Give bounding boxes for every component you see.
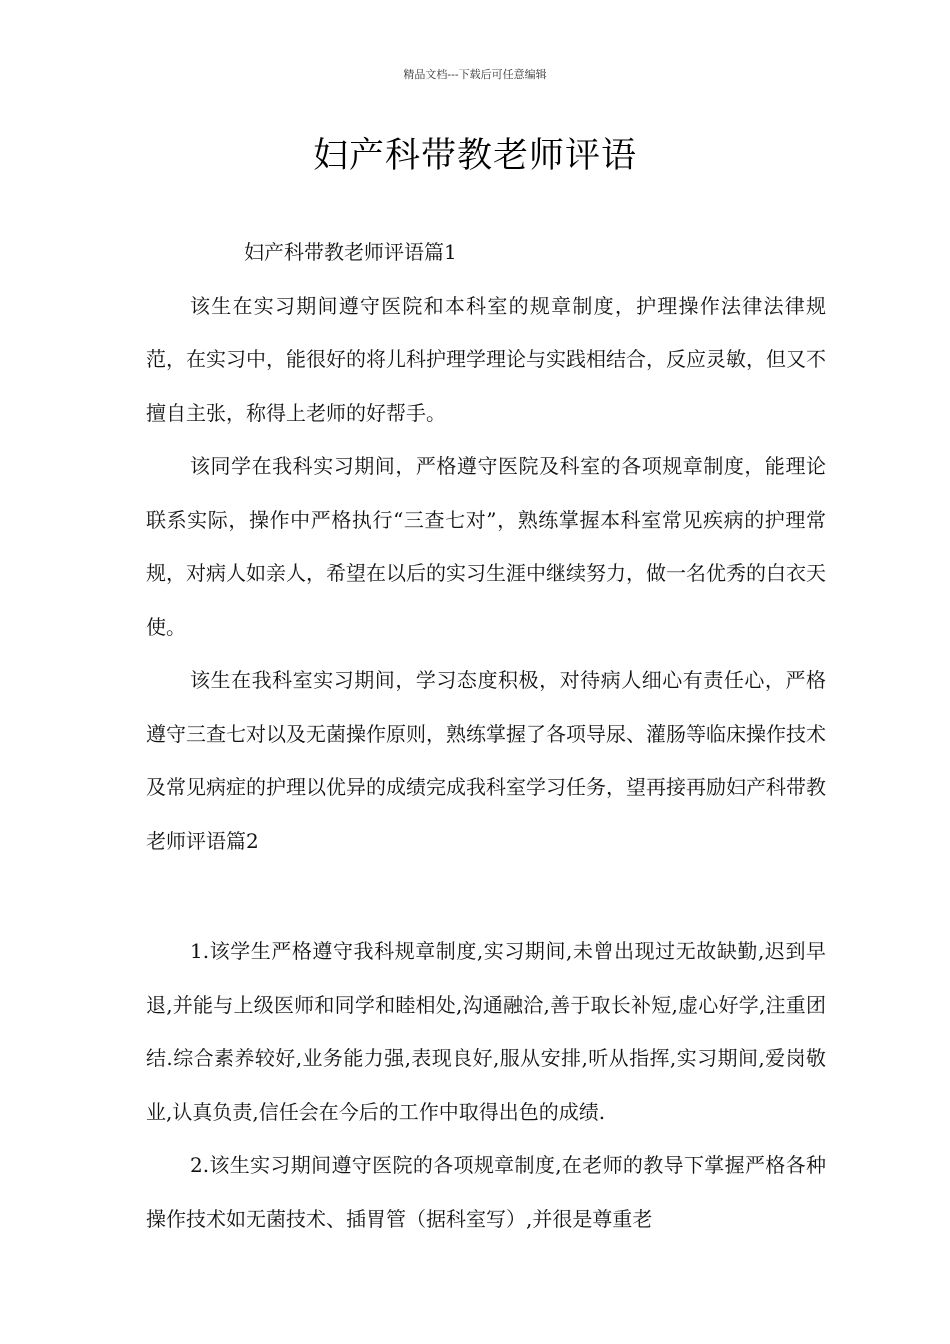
blank-gap xyxy=(146,868,826,925)
paragraph: 该同学在我科实习期间，严格遵守医院及科室的各项规章制度，能理论联系实际，操作中严格执行“三查七对”，熟练掌握本科室常见疾病的护理常规，对病人如亲人，希望在以后的实习生涯中继续努力，做一名优秀的白衣天使。 xyxy=(146,454,826,639)
paragraph: 2.该生实习期间遵守医院的各项规章制度,在老师的教导下掌握严格各种操作技术如无菌技术、插胃管（据科室写）,并很是尊重老 xyxy=(146,1153,826,1231)
paragraph: 该生在我科室实习期间，学习态度积极，对待病人细心有责任心，严格遵守三查七对以及无菌操作原则，熟练掌握了各项导尿、灌肠等临床操作技术及常见病症的护理以优异的成绩完成我科室学习任务，望再接再励妇产科带教老师评语篇2 xyxy=(146,668,826,853)
paragraph: 该生在实习期间遵守医院和本科室的规章制度，护理操作法律法律规范，在实习中，能很好的将儿科护理学理论与实践相结合，反应灵敏，但又不擅自主张，称得上老师的好帮手。 xyxy=(146,293,826,425)
section-heading: 妇产科带教老师评语篇1 xyxy=(244,240,457,264)
document-body xyxy=(146,226,826,1246)
document-title: 妇产科带教老师评语 xyxy=(312,136,637,176)
paragraph: 1.该学生严格遵守我科规章制度,实习期间,未曾出现过无故缺勤,迟到早退,并能与上级医师和同学和睦相处,沟通融洽,善于取长补短,虚心好学,注重团结.综合素养较好,业务能力强,表现良好,服从安排,听从指挥,实习期间,爱岗敬业,认真负责,信任会在今后的工作中取得出色的成绩. xyxy=(146,939,826,1124)
page-header: 精品文档---下载后可任意编辑 xyxy=(403,68,547,81)
